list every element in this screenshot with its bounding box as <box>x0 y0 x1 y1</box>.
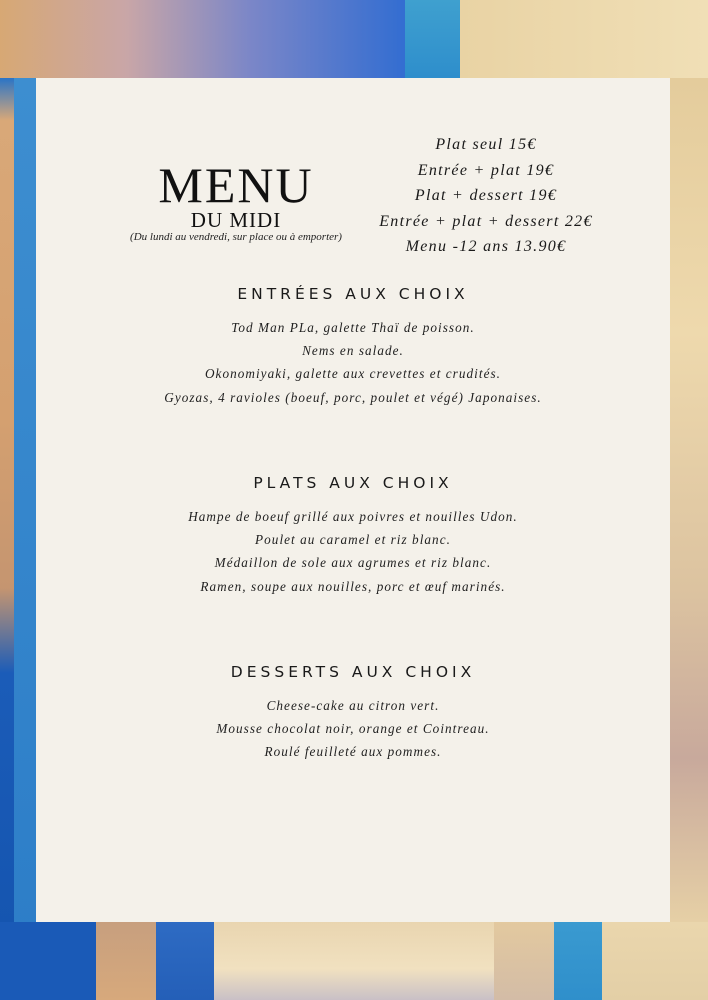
section-plats <box>36 473 670 598</box>
background-bottom-block <box>0 922 96 1000</box>
section-title: DESSERTS AUX CHOIX <box>230 663 476 681</box>
dish-item: Nems en salade. <box>302 343 404 359</box>
menu-subtitle: DU MIDI <box>190 208 282 232</box>
background-bottom-block <box>554 922 602 1000</box>
background-bottom-block <box>602 922 708 1000</box>
background-bottom-block <box>214 922 494 1000</box>
section-desserts <box>36 662 670 764</box>
section-title: ENTRÉES AUX CHOIX <box>237 285 469 303</box>
dish-item: Tod Man PLa, galette Thaï de poisson. <box>231 320 475 335</box>
dish-list <box>36 316 670 409</box>
price-item: Plat seul 15€ <box>435 136 537 153</box>
background-right-edge <box>670 78 708 928</box>
dish-item: Cheese-cake au citron vert. <box>266 698 440 713</box>
background-teal-strip <box>405 0 460 78</box>
dish-item: Okonomiyaki, galette aux crevettes et crudités. <box>204 366 502 382</box>
menu-availability-note: (Du lundi au vendredi, sur place ou à emporter) <box>130 231 342 243</box>
dish-list <box>36 694 670 764</box>
dish-item: Poulet au caramel et riz blanc. <box>255 532 451 548</box>
dish-item: Gyozas, 4 ravioles (boeuf, porc, poulet et végé) Japonaises. <box>164 389 542 405</box>
menu-title: MENU <box>158 157 314 213</box>
menu-title-block <box>126 157 346 243</box>
price-item: Entrée + plat 19€ <box>417 161 555 179</box>
section-title: PLATS AUX CHOIX <box>253 474 453 492</box>
background-bottom-block <box>156 922 214 1000</box>
dish-item: Ramen, soupe aux nouilles, porc et œuf marinés. <box>200 578 506 594</box>
price-item: Entrée + plat + dessert 22€ <box>379 212 593 230</box>
dish-item: Médaillon de sole aux agrumes et riz blanc. <box>214 555 492 571</box>
price-item: Plat + dessert 19€ <box>414 187 558 204</box>
menu-card <box>36 78 670 922</box>
background-top-strip <box>0 0 420 78</box>
price-list <box>366 132 606 260</box>
background-left-blue-edge <box>14 78 36 938</box>
background-bottom-block <box>96 922 156 1000</box>
dish-list <box>36 505 670 598</box>
section-entrees <box>36 284 670 409</box>
background-tan-strip <box>460 0 708 78</box>
dish-item: Hampe de boeuf grillé aux poivres et nouilles Udon. <box>188 509 518 524</box>
price-item: Menu -12 ans 13.90€ <box>405 238 567 255</box>
background-bottom-block <box>494 922 554 1000</box>
dish-item: Roulé feuilleté aux pommes. <box>264 744 442 760</box>
dish-item: Mousse chocolat noir, orange et Cointreau. <box>216 721 490 737</box>
